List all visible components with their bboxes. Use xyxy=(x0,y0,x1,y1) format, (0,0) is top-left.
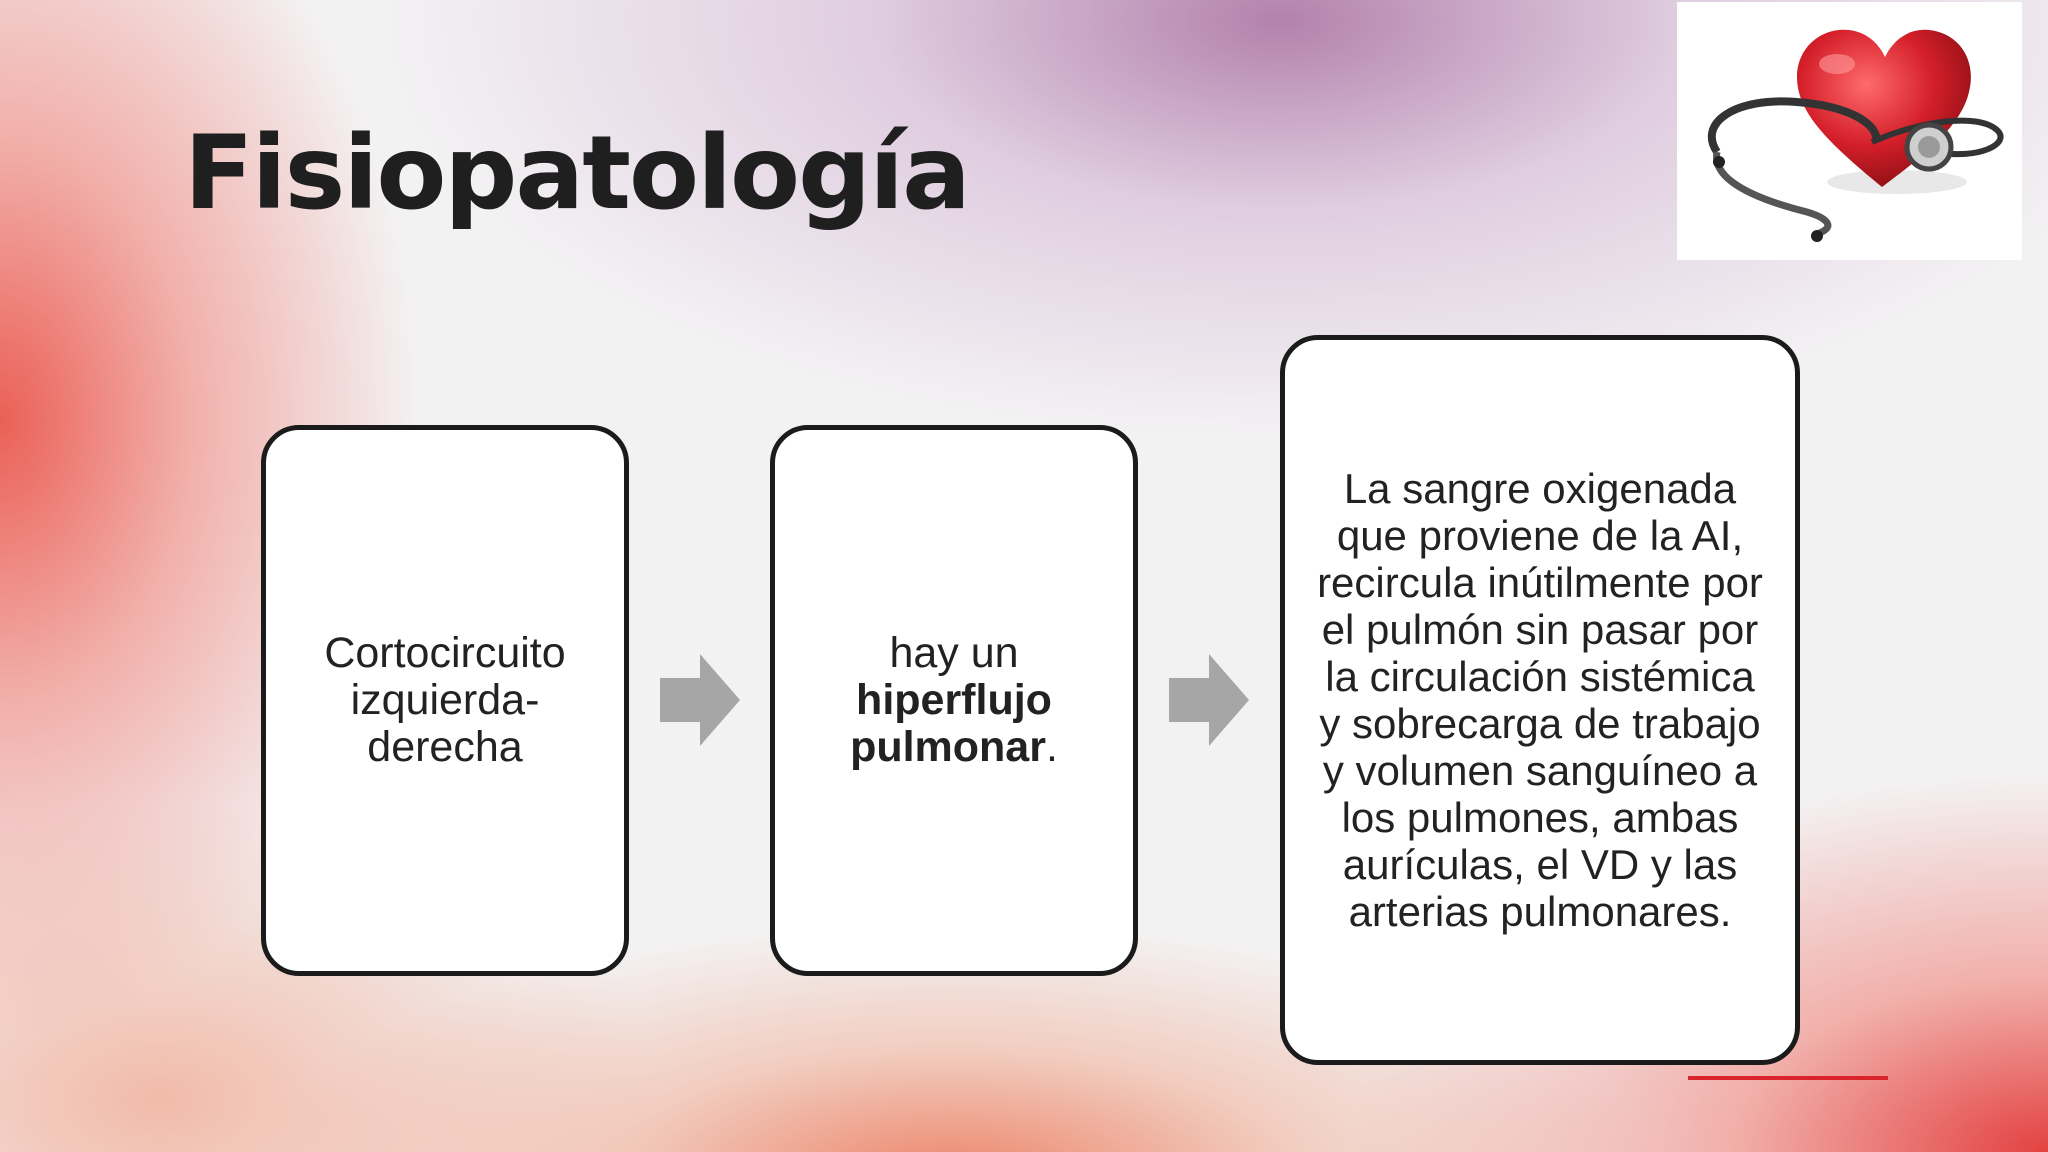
step-2-line-1: hay un xyxy=(889,628,1019,677)
slide-title: Fisiopatología xyxy=(184,114,969,233)
accent-line xyxy=(1688,1076,1888,1080)
flow-step-3 xyxy=(1280,335,1800,1065)
flow-step-2-text xyxy=(850,630,1058,772)
flow-step-1 xyxy=(261,425,629,976)
flow-step-3-text: La sangre oxigenada que proviene de la AI, recircula inútilmente por el pulmón sin pasar por la circulación sistémica y sobrecarga de trabajo y volumen sanguíneo a los pulmones, ambas aurículas, el VD y las arterias pulmonares. xyxy=(1317,464,1763,936)
step-1-line-1: Cortocircuito xyxy=(324,628,566,677)
step-2-period: . xyxy=(1045,723,1058,772)
heart-stethoscope-icon xyxy=(1677,2,2022,260)
step-2-bold-hiperflujo: hiperflujo xyxy=(856,675,1052,724)
step-2-bold-pulmonar: pulmonar xyxy=(850,723,1046,772)
step-1-line-3: derecha xyxy=(367,723,523,772)
flow-step-2 xyxy=(770,425,1138,976)
heart-stethoscope-image xyxy=(1677,2,2022,260)
flow-step-1-text xyxy=(324,630,565,772)
right-arrow-icon xyxy=(660,654,740,746)
step-1-line-2: izquierda- xyxy=(350,675,540,724)
right-arrow-icon xyxy=(1169,654,1249,746)
